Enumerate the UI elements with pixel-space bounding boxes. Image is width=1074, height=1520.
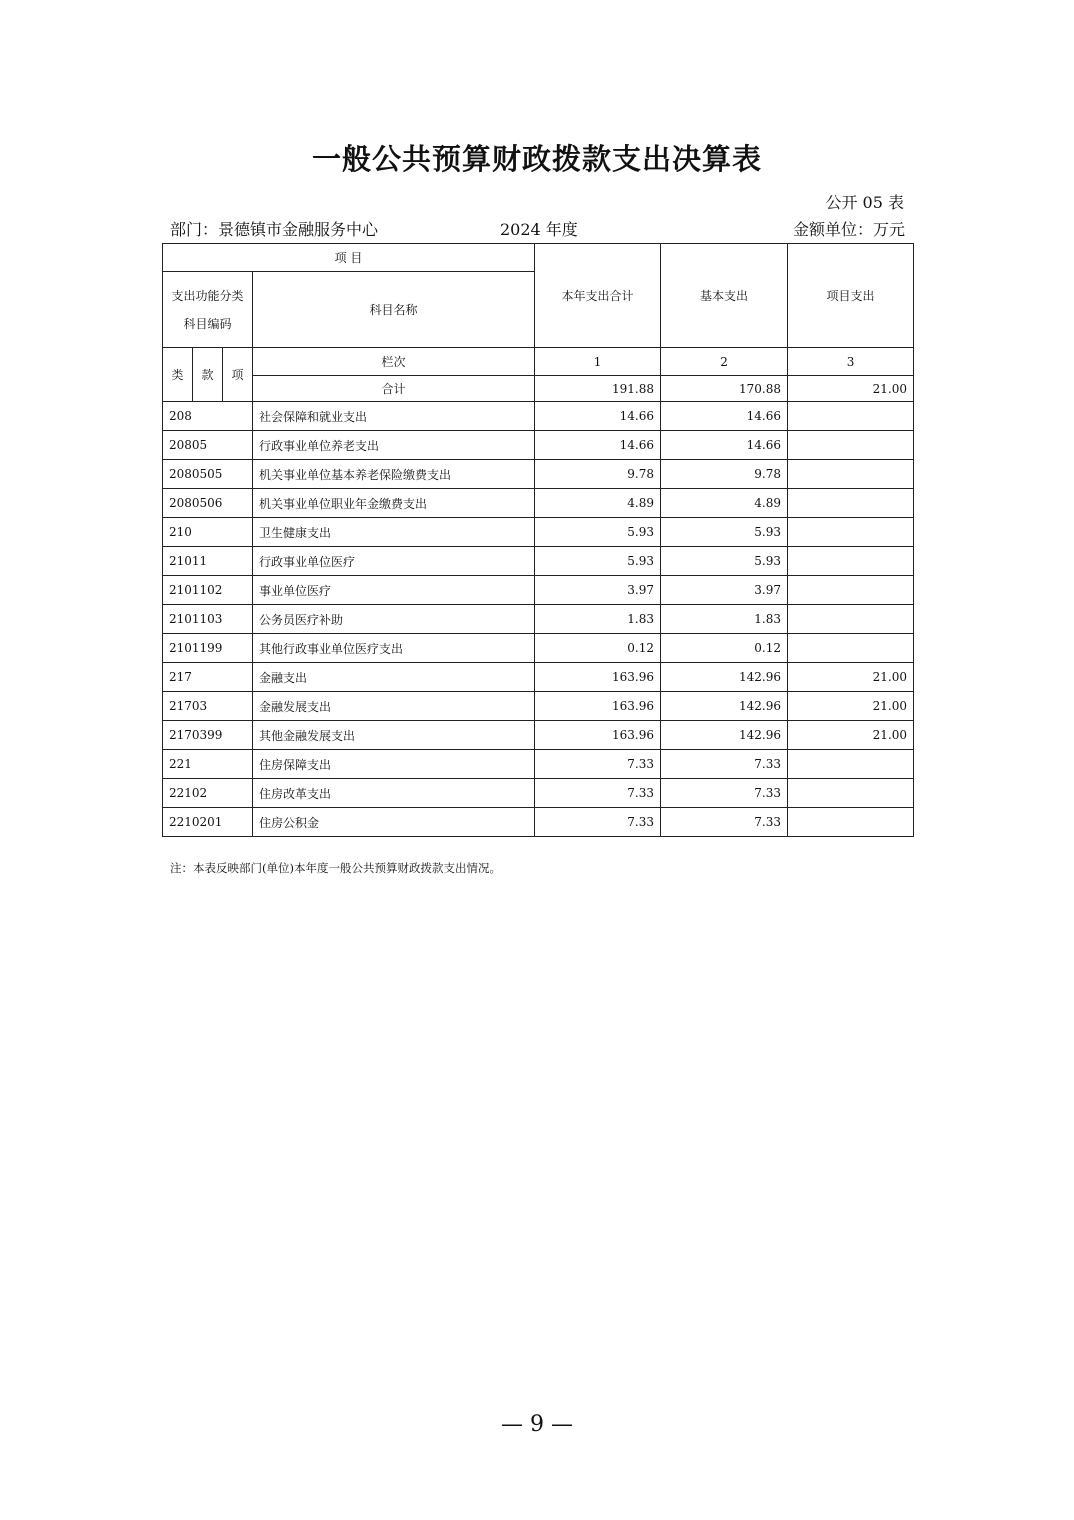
row-basic-value: 5.93 — [661, 547, 788, 576]
total-value-project: 21.00 — [788, 376, 914, 402]
header-total-col: 本年支出合计 — [535, 244, 661, 348]
row-subject-name: 住房改革支出 — [253, 779, 535, 808]
table-row — [163, 576, 914, 605]
row-total-value: 5.93 — [535, 547, 661, 576]
row-total-value: 7.33 — [535, 779, 661, 808]
row-subject-name: 事业单位医疗 — [253, 576, 535, 605]
row-total-value: 9.78 — [535, 460, 661, 489]
row-project-value: 21.00 — [788, 692, 914, 721]
fiscal-year: 2024 年度 — [500, 220, 578, 239]
row-code: 210 — [163, 518, 253, 547]
row-subject-name: 卫生健康支出 — [253, 518, 535, 547]
row-project-value — [788, 605, 914, 634]
row-subject-name: 住房公积金 — [253, 808, 535, 837]
row-subject-name: 其他行政事业单位医疗支出 — [253, 634, 535, 663]
lanci-col-3: 3 — [788, 348, 914, 376]
table-row — [163, 779, 914, 808]
row-total-value: 7.33 — [535, 750, 661, 779]
table-row — [163, 663, 914, 692]
row-project-value — [788, 402, 914, 431]
row-project-value — [788, 808, 914, 837]
row-basic-value: 1.83 — [661, 605, 788, 634]
row-total-value: 3.97 — [535, 576, 661, 605]
table-row — [163, 634, 914, 663]
row-total-value: 14.66 — [535, 431, 661, 460]
row-code: 208 — [163, 402, 253, 431]
table-row — [163, 547, 914, 576]
row-code: 2210201 — [163, 808, 253, 837]
header-subject-name: 科目名称 — [253, 272, 535, 348]
row-basic-value: 7.33 — [661, 750, 788, 779]
row-code: 21011 — [163, 547, 253, 576]
row-subject-name: 金融支出 — [253, 663, 535, 692]
table-row — [163, 489, 914, 518]
page-title: 一般公共预算财政拨款支出决算表 — [311, 142, 762, 176]
row-project-value: 21.00 — [788, 721, 914, 750]
row-basic-value: 9.78 — [661, 460, 788, 489]
row-subject-name: 其他金融发展支出 — [253, 721, 535, 750]
row-code: 2080506 — [163, 489, 253, 518]
lanci-col-1: 1 — [535, 348, 661, 376]
header-project-col: 项目支出 — [788, 244, 914, 348]
row-project-value — [788, 489, 914, 518]
row-basic-value: 14.66 — [661, 402, 788, 431]
row-subject-name: 住房保障支出 — [253, 750, 535, 779]
row-basic-value: 7.33 — [661, 779, 788, 808]
row-project-value — [788, 431, 914, 460]
row-total-value: 7.33 — [535, 808, 661, 837]
lanci-col-2: 2 — [661, 348, 788, 376]
header-func-code-line2: 科目编码 — [183, 316, 232, 331]
row-basic-value: 142.96 — [661, 692, 788, 721]
page-number: — 9 — — [501, 1412, 573, 1437]
row-project-value — [788, 460, 914, 489]
row-subject-name: 公务员医疗补助 — [253, 605, 535, 634]
row-basic-value: 3.97 — [661, 576, 788, 605]
table-row — [163, 518, 914, 547]
row-subject-name: 行政事业单位养老支出 — [253, 431, 535, 460]
row-total-value: 163.96 — [535, 692, 661, 721]
row-code: 22102 — [163, 779, 253, 808]
row-project-value — [788, 779, 914, 808]
row-total-value: 14.66 — [535, 402, 661, 431]
row-basic-value: 142.96 — [661, 663, 788, 692]
header-item-sub: 项 — [223, 348, 253, 402]
table-row — [163, 721, 914, 750]
header-class: 类 — [163, 348, 193, 402]
row-subject-name: 机关事业单位职业年金缴费支出 — [253, 489, 535, 518]
row-total-value: 0.12 — [535, 634, 661, 663]
row-project-value — [788, 634, 914, 663]
table-row — [163, 692, 914, 721]
row-total-value: 5.93 — [535, 518, 661, 547]
row-code: 20805 — [163, 431, 253, 460]
row-total-value: 163.96 — [535, 721, 661, 750]
row-code: 2101102 — [163, 576, 253, 605]
row-code: 217 — [163, 663, 253, 692]
table-row — [163, 460, 914, 489]
row-basic-value: 7.33 — [661, 808, 788, 837]
row-project-value — [788, 750, 914, 779]
row-code: 21703 — [163, 692, 253, 721]
row-basic-value: 4.89 — [661, 489, 788, 518]
row-project-value — [788, 547, 914, 576]
row-code: 221 — [163, 750, 253, 779]
table-row — [163, 402, 914, 431]
table-note: 注：本表反映部门(单位)本年度一般公共预算财政拨款支出情况。 — [170, 861, 501, 875]
header-item: 项 目 — [163, 244, 535, 272]
row-total-value: 1.83 — [535, 605, 661, 634]
total-label: 合计 — [253, 376, 535, 402]
lanci-label: 栏次 — [253, 348, 535, 376]
row-project-value: 21.00 — [788, 663, 914, 692]
row-project-value — [788, 518, 914, 547]
budget-table — [162, 243, 914, 837]
total-value-total: 191.88 — [535, 376, 661, 402]
table-row — [163, 605, 914, 634]
row-basic-value: 14.66 — [661, 431, 788, 460]
row-total-value: 163.96 — [535, 663, 661, 692]
header-basic-col: 基本支出 — [661, 244, 788, 348]
row-total-value: 4.89 — [535, 489, 661, 518]
header-func-code — [163, 272, 253, 348]
header-func-code-line1: 支出功能分类 — [171, 288, 244, 303]
table-code: 公开 05 表 — [825, 193, 904, 212]
row-basic-value: 0.12 — [661, 634, 788, 663]
row-subject-name: 行政事业单位医疗 — [253, 547, 535, 576]
total-value-basic: 170.88 — [661, 376, 788, 402]
table-row — [163, 431, 914, 460]
row-subject-name: 社会保障和就业支出 — [253, 402, 535, 431]
table-row — [163, 750, 914, 779]
department-label: 部门：景德镇市金融服务中心 — [170, 220, 379, 239]
table-row — [163, 808, 914, 837]
amount-unit: 金额单位：万元 — [792, 220, 905, 239]
row-subject-name: 机关事业单位基本养老保险缴费支出 — [253, 460, 535, 489]
row-basic-value: 142.96 — [661, 721, 788, 750]
row-code: 2080505 — [163, 460, 253, 489]
row-code: 2101199 — [163, 634, 253, 663]
row-code: 2101103 — [163, 605, 253, 634]
row-project-value — [788, 576, 914, 605]
row-subject-name: 金融发展支出 — [253, 692, 535, 721]
row-code: 2170399 — [163, 721, 253, 750]
header-section: 款 — [193, 348, 223, 402]
meta-line — [170, 217, 905, 241]
row-basic-value: 5.93 — [661, 518, 788, 547]
